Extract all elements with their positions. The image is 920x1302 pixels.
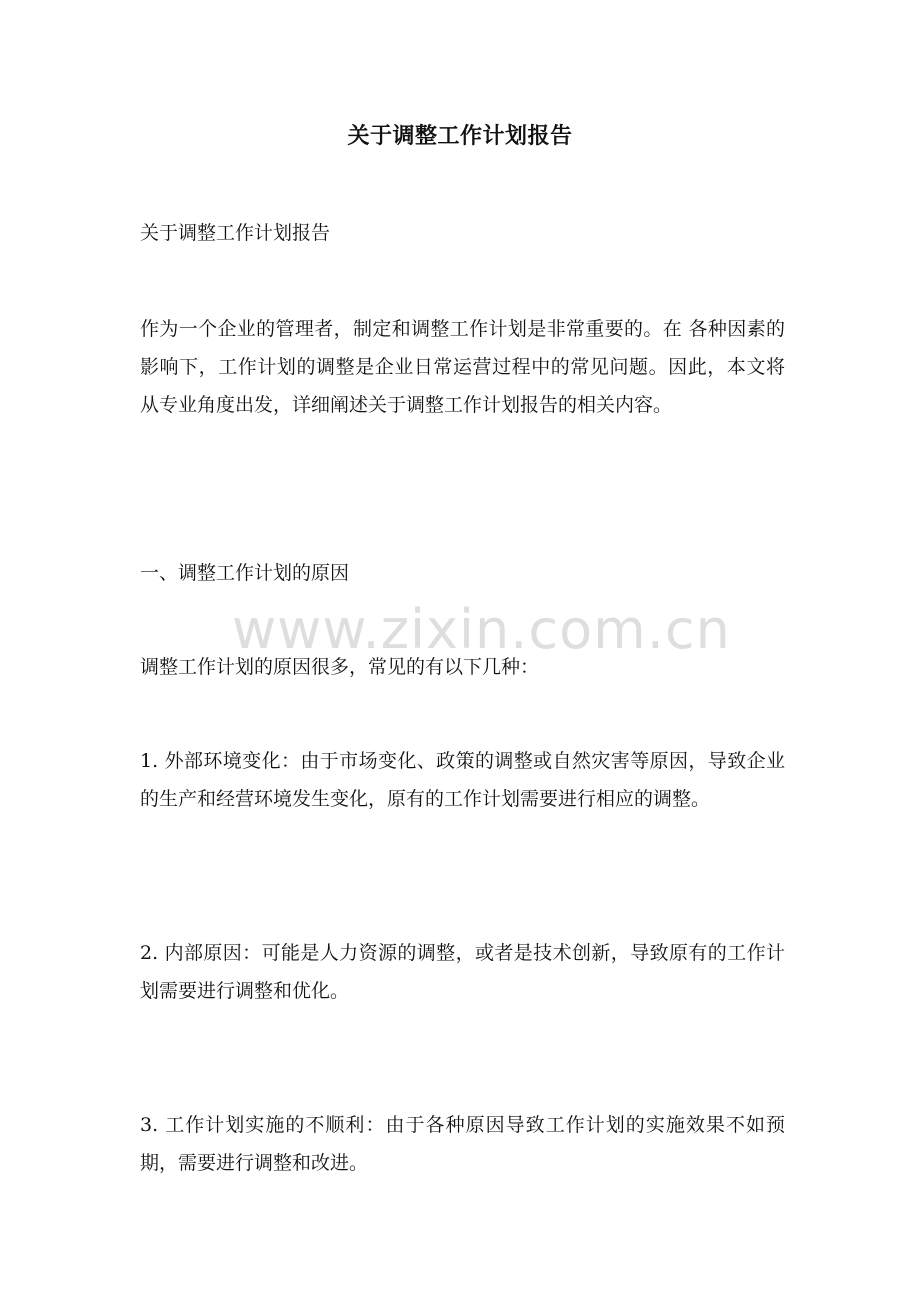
section-heading: 一、调整工作计划的原因: [140, 562, 350, 584]
reason-item-external: 1. 外部环境变化：由于市场变化、政策的调整或自然灾害等原因，导致企业的生产和经营环境发生变化，原有的工作计划需要进行相应的调整。: [140, 750, 785, 810]
reasons-intro-paragraph: 调整工作计划的原因很多，常见的有以下几种：: [140, 656, 540, 678]
document-title: 关于调整工作计划报告: [347, 123, 573, 149]
reason-item-implementation: 3. 工作计划实施的不顺利：由于各种原因导致工作计划的实施效果不如预期，需要进行调整和改进。: [140, 1114, 785, 1174]
intro-paragraph: 作为一个企业的管理者，制定和调整工作计划是非常重要的。在 各种因素的影响下，工作计划的调整是企业日常运营过程中的常见问题。因此，本文将从专业角度出发，详细阐述关于调整工作计划报告的相关内容。: [140, 318, 785, 416]
document-subtitle: 关于调整工作计划报告: [140, 222, 331, 244]
site-watermark: www.zixin.com.cn: [232, 598, 731, 661]
reason-item-internal: 2. 内部原因：可能是人力资源的调整，或者是技术创新，导致原有的工作计划需要进行调整和优化。: [140, 942, 785, 1002]
